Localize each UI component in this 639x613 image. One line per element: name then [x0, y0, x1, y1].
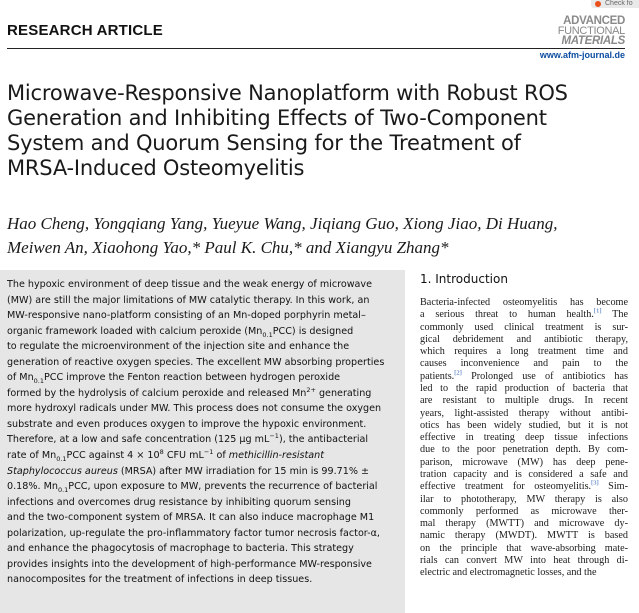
abstract-line: The hypoxic environment of deep tissue and the weak energy of microwave [7, 279, 373, 290]
abstract-line: to regulate the microenvironment of the injection site and enhance the [7, 341, 350, 353]
article-title [7, 81, 607, 181]
abstract-line: provides insights into the development of high-performance MW-responsive [7, 558, 372, 570]
intro-line: gical debridement and antibiotic therapy, [420, 333, 628, 345]
title-line: System and Quorum Sensing for the Treatment of [7, 131, 521, 155]
intro-line: mal therapy (MWTT) and microwave dy- [420, 518, 628, 530]
intro-line: rials can convert MW into heat through di- [420, 554, 628, 566]
intro-line: parison, microwave (MW) has deep pene- [420, 456, 628, 468]
reference-link[interactable]: [3] [591, 479, 599, 487]
journal-logo[interactable] [525, 16, 625, 60]
intro-line: due to the poor penetration depth. By com- [420, 444, 628, 456]
intro-line: effective treatment for osteomyelitis.[3] Sim- [420, 479, 628, 493]
intro-line: on the principle that wave-absorbing mate- [420, 542, 628, 554]
abstract-line: nanocomposites for the treatment of infections in deep tissues. [7, 574, 313, 586]
intro-line: commonly used clinical treatment is sur- [420, 321, 628, 333]
title-line: Generation and Inhibiting Effects of Two-Component [7, 106, 547, 130]
intro-line: namic therapy (MWDT). MWTT is based [420, 530, 628, 542]
intro-line: commonly performed as microwave ther- [420, 505, 628, 517]
abstract-line: substrate and even produces oxygen to improve the hypoxic environment. [7, 418, 367, 430]
intro-line: patients.[2] Prolonged use of antibiotics has [420, 369, 628, 382]
abstract-line: (MW) are still the major limitations of MW catalytic therapy. In this work, an [7, 294, 370, 306]
author-line: Hao Cheng, Yongqiang Yang, Yueyue Wang, Jiqiang Guo, Xiong Jiao, Di Huang, [7, 214, 558, 233]
abstract-line: polarization, up-regulate the pro-inflammatory factor tumor necrosis factor-α, [7, 527, 380, 539]
title-line: MRSA-Induced Osteomyelitis [7, 156, 305, 180]
intro-line: led to the rapid production of bacteria that [420, 382, 628, 394]
logo-word-advanced: ADVANCED [563, 15, 625, 27]
abstract-line: organic framework loaded with calcium peroxide $(Mn_{0.1}PCC)$ is designed [7, 325, 354, 339]
logo-word-functional: FUNCTIONAL [557, 25, 625, 37]
abstract-line: infections and overcomes drug resistance by inhibiting quorum sensing [7, 496, 351, 508]
intro-line: causes inconvenience and pain to the [420, 358, 628, 370]
introduction-section [420, 270, 628, 579]
abstract-line: more hydroxyl radicals under MW. This process does not consume the oxygen [7, 403, 382, 415]
abstract-line: MW-responsive nano-platform consisting of an Mn-doped porphyrin metal– [7, 310, 366, 322]
abstract-line: generation of reactive oxygen species. The excellent MW absorbing properties [7, 356, 385, 368]
intro-line: which requires a long treatment time and [420, 346, 628, 358]
intro-line: a serious threat to human health.[1] The [420, 307, 629, 321]
check-for-updates-badge[interactable] [591, 0, 639, 8]
header-divider [7, 48, 625, 49]
title-line: Microwave-Responsive Nanoplatform with Robust ROS [7, 81, 568, 105]
intro-line: ilar to phototherapy, MW therapy is also [420, 493, 628, 505]
abstract-line: and the two-component system of MRSA. It can also induce macrophage M1 [7, 512, 375, 524]
abstract-line: formed by the hydrolysis of calcium peroxide and released $Mn^{2+}$ generating [7, 385, 372, 399]
abstract-line: 0.18%. $Mn_{0.1}PCC$, upon exposure to MW, prevents the recurrence of bacterial [7, 481, 378, 495]
intro-line: effective in treating deep tissue infections [420, 432, 628, 444]
intro-line: are resistant to multiple drugs. In recent [420, 395, 628, 407]
abstract-line: Therefore, at a low and safe concentration (125 µg $mL^{-1}$), the antibacterial [7, 432, 369, 446]
intro-line: otics has been widely studied, but it is not [420, 419, 628, 431]
update-icon [595, 1, 601, 7]
abstract-line: and enhance the phagocytosis of macrophage to bacteria. This strategy [7, 543, 354, 555]
intro-line: tration capacity and is considered a safe and [420, 468, 628, 480]
intro-line: electric and electromagnetic losses, and the [420, 567, 597, 579]
badge-label: Check fo [605, 0, 633, 7]
author-list [7, 212, 607, 260]
journal-url-link[interactable]: www.afm-journal.de [539, 50, 625, 60]
introduction-body [420, 297, 628, 579]
abstract-line: of $Mn_{0.1}PCC$ improve the Fenton reaction between hydrogen peroxide [7, 372, 341, 386]
article-type-label: RESEARCH ARTICLE [7, 22, 163, 39]
reference-link[interactable]: [1] [593, 307, 602, 315]
intro-line: Bacteria-infected osteomyelitis has become [420, 297, 628, 308]
abstract-line: rate of $Mn_{0.1}PCC$ against $4 \times 10^8$ CFU $mL^{-1}$ of methicillin-resistant [7, 447, 324, 463]
author-line: Meiwen An, Xiaohong Yao,* Paul K. Chu,* and Xiangyu Zhang* [7, 238, 449, 257]
abstract-line: Staphylococcus aureus (MRSA) after MW irradiation for 15 min is 99.71% ± [7, 465, 370, 477]
logo-word-materials: MATERIALS [561, 35, 625, 47]
reference-link[interactable]: [2] [454, 369, 462, 377]
abstract-box [0, 270, 405, 613]
introduction-heading: 1. Introduction [420, 272, 508, 286]
intro-line: years, light-assisted therapy without antibi- [420, 407, 628, 419]
